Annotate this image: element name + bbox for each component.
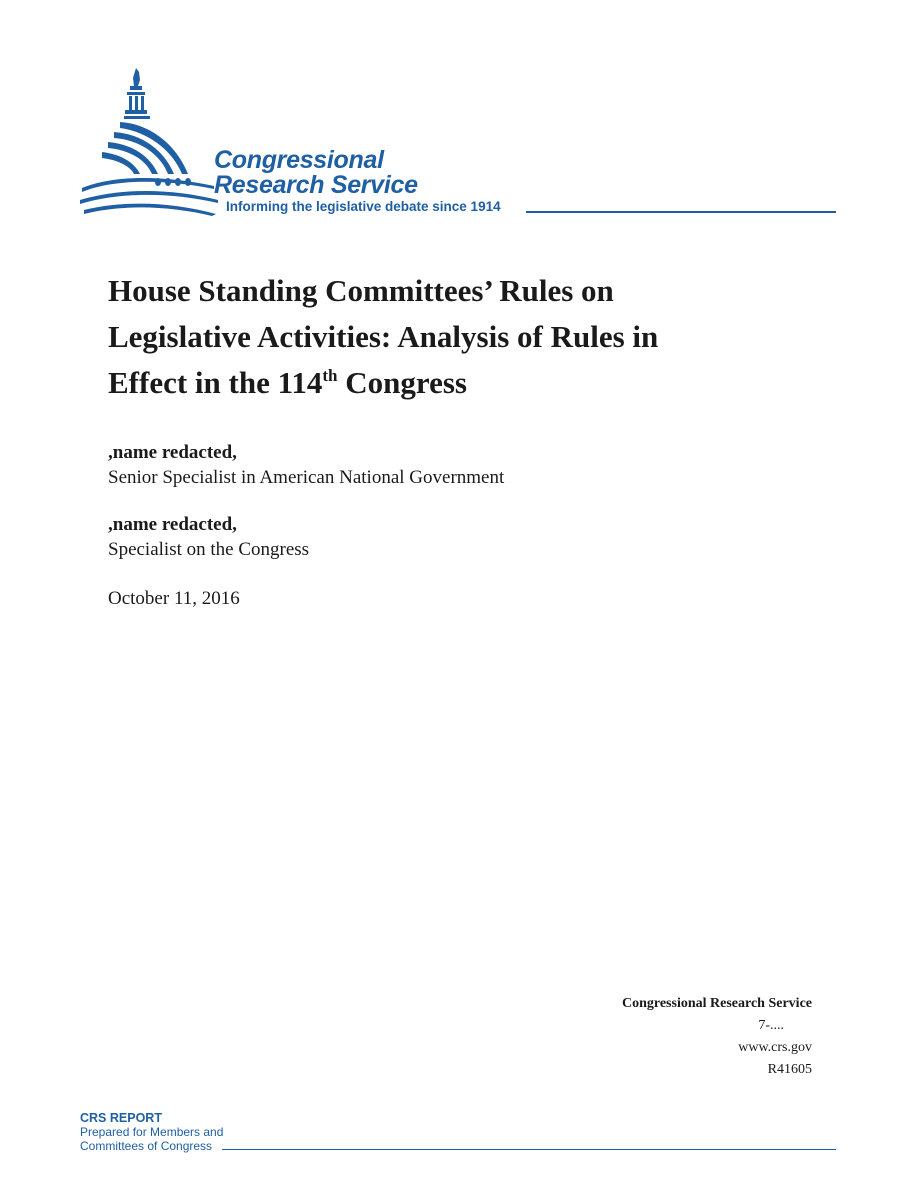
footer-line3: Committees of Congress <box>80 1139 213 1153</box>
report-date: October 11, 2016 <box>108 588 240 609</box>
capitol-dome-icon <box>80 66 220 216</box>
title-superscript: th <box>322 366 338 385</box>
title-line3-end: Congress <box>337 365 467 400</box>
footer-divider <box>222 1149 836 1150</box>
footer-line1: CRS REPORT <box>80 1111 162 1125</box>
report-number: R41605 <box>767 1062 812 1077</box>
crs-report-footer <box>80 1111 836 1161</box>
logo-name-line1: Congressional <box>214 146 384 174</box>
author-block-1 <box>108 440 504 490</box>
author-name: ,name redacted, <box>108 442 237 463</box>
title-line1: House Standing Committees’ Rules on <box>108 273 614 308</box>
publisher-name: Congressional Research Service <box>621 996 812 1011</box>
author-role: Senior Specialist in American National Government <box>108 467 505 488</box>
title-line2: Legislative Activities: Analysis of Rules in <box>108 319 659 354</box>
author-name: ,name redacted, <box>108 514 237 535</box>
title-line3: Effect in the 114 <box>108 365 323 400</box>
crs-logo <box>80 66 840 226</box>
logo-name-line2: Research Service <box>214 171 418 199</box>
footer-line2: Prepared for Members and <box>80 1125 224 1139</box>
logo-tagline: Informing the legislative debate since 1914 <box>226 199 501 214</box>
publisher-info <box>622 993 812 1081</box>
publisher-code: 7-.... <box>758 1018 784 1033</box>
publisher-website[interactable]: www.crs.gov <box>738 1040 812 1055</box>
logo-divider <box>526 211 836 213</box>
author-role: Specialist on the Congress <box>108 539 310 560</box>
author-block-2 <box>108 512 309 562</box>
report-title <box>108 268 808 406</box>
